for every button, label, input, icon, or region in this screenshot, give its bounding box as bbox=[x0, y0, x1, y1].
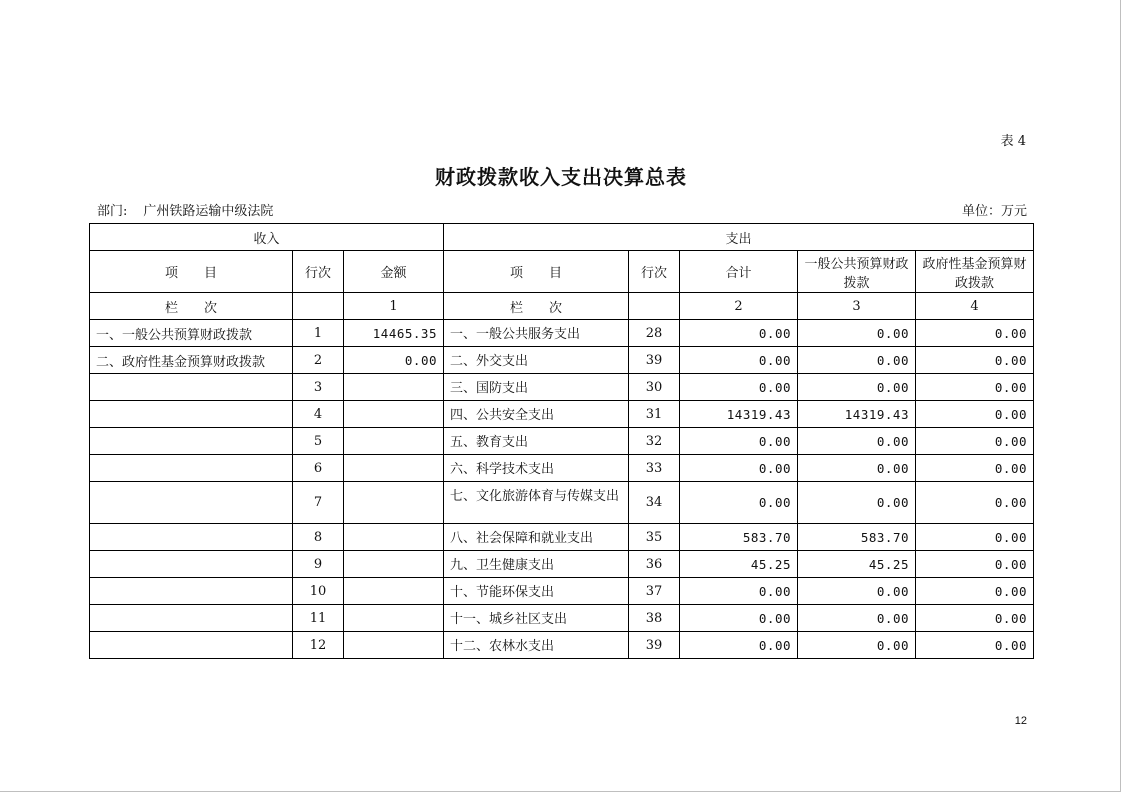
income-row-no-header: 行次 bbox=[293, 251, 344, 293]
department-label: 部门: bbox=[97, 204, 128, 219]
income-row-no-cell: 7 bbox=[293, 482, 344, 524]
general-budget-cell: 45.25 bbox=[798, 551, 916, 578]
expense-item-cell: 十二、农林水支出 bbox=[444, 632, 629, 659]
income-item-cell: 二、政府性基金预算财政拨款 bbox=[90, 347, 293, 374]
income-row-no-cell: 12 bbox=[293, 632, 344, 659]
income-row-no-index bbox=[293, 293, 344, 320]
income-header: 收入 bbox=[90, 224, 444, 251]
general-budget-header: 一般公共预算财政拨款 bbox=[798, 251, 916, 293]
income-amount-cell: 0.00 bbox=[344, 347, 444, 374]
income-row-no-cell: 2 bbox=[293, 347, 344, 374]
gov-fund-header: 政府性基金预算财政拨款 bbox=[916, 251, 1034, 293]
expense-item-header: 项 目 bbox=[444, 251, 629, 293]
gov-fund-cell: 0.00 bbox=[916, 632, 1034, 659]
income-amount-cell bbox=[344, 605, 444, 632]
general-budget-cell: 0.00 bbox=[798, 482, 916, 524]
income-item-cell bbox=[90, 374, 293, 401]
income-item-cell bbox=[90, 578, 293, 605]
expense-item-cell: 一、一般公共服务支出 bbox=[444, 320, 629, 347]
gov-fund-cell: 0.00 bbox=[916, 374, 1034, 401]
total-cell: 0.00 bbox=[680, 374, 798, 401]
income-item-cell bbox=[90, 482, 293, 524]
table-row bbox=[90, 605, 1034, 632]
header-row-sections bbox=[90, 224, 1034, 251]
income-item-cell bbox=[90, 605, 293, 632]
gov-fund-cell: 0.00 bbox=[916, 524, 1034, 551]
general-budget-cell: 0.00 bbox=[798, 632, 916, 659]
total-cell: 0.00 bbox=[680, 320, 798, 347]
income-amount-cell bbox=[344, 632, 444, 659]
total-cell: 0.00 bbox=[680, 347, 798, 374]
total-cell: 0.00 bbox=[680, 632, 798, 659]
table-row bbox=[90, 401, 1034, 428]
income-item-cell bbox=[90, 401, 293, 428]
department-name: 广州铁路运输中级法院 bbox=[143, 204, 274, 219]
expense-row-no-cell: 33 bbox=[629, 455, 680, 482]
gov-fund-cell: 0.00 bbox=[916, 320, 1034, 347]
income-amount-cell bbox=[344, 524, 444, 551]
income-item-cell bbox=[90, 455, 293, 482]
expense-row-no-cell: 37 bbox=[629, 578, 680, 605]
expense-item-cell: 二、外交支出 bbox=[444, 347, 629, 374]
expense-row-no-cell: 39 bbox=[629, 347, 680, 374]
table-row bbox=[90, 551, 1034, 578]
income-row-no-cell: 3 bbox=[293, 374, 344, 401]
table-row bbox=[90, 632, 1034, 659]
expense-row-no-cell: 30 bbox=[629, 374, 680, 401]
income-item-cell bbox=[90, 428, 293, 455]
income-amount-index: 1 bbox=[344, 293, 444, 320]
total-cell: 45.25 bbox=[680, 551, 798, 578]
expense-row-no-cell: 34 bbox=[629, 482, 680, 524]
table-row bbox=[90, 578, 1034, 605]
expense-row-no-cell: 38 bbox=[629, 605, 680, 632]
total-cell: 14319.43 bbox=[680, 401, 798, 428]
expense-item-cell: 十、节能环保支出 bbox=[444, 578, 629, 605]
income-column-label: 栏 次 bbox=[90, 293, 293, 320]
general-budget-cell: 583.70 bbox=[798, 524, 916, 551]
gov-fund-cell: 0.00 bbox=[916, 551, 1034, 578]
total-cell: 0.00 bbox=[680, 482, 798, 524]
gov-fund-index: 4 bbox=[916, 293, 1034, 320]
expense-row-no-cell: 31 bbox=[629, 401, 680, 428]
expense-item-cell: 五、教育支出 bbox=[444, 428, 629, 455]
total-cell: 0.00 bbox=[680, 605, 798, 632]
expense-row-no-index bbox=[629, 293, 680, 320]
general-budget-cell: 0.00 bbox=[798, 605, 916, 632]
expense-item-cell: 八、社会保障和就业支出 bbox=[444, 524, 629, 551]
total-cell: 0.00 bbox=[680, 455, 798, 482]
total-cell: 583.70 bbox=[680, 524, 798, 551]
table-row bbox=[90, 320, 1034, 347]
general-budget-cell: 0.00 bbox=[798, 428, 916, 455]
gov-fund-cell: 0.00 bbox=[916, 401, 1034, 428]
general-budget-cell: 0.00 bbox=[798, 578, 916, 605]
table-row bbox=[90, 374, 1034, 401]
income-item-cell bbox=[90, 632, 293, 659]
general-budget-index: 3 bbox=[798, 293, 916, 320]
income-row-no-cell: 11 bbox=[293, 605, 344, 632]
gov-fund-cell: 0.00 bbox=[916, 578, 1034, 605]
total-cell: 0.00 bbox=[680, 578, 798, 605]
expense-item-cell: 四、公共安全支出 bbox=[444, 401, 629, 428]
expense-item-cell: 三、国防支出 bbox=[444, 374, 629, 401]
expense-column-label: 栏 次 bbox=[444, 293, 629, 320]
expense-row-no-header: 行次 bbox=[629, 251, 680, 293]
total-cell: 0.00 bbox=[680, 428, 798, 455]
page-number: 12 bbox=[1014, 715, 1027, 727]
income-row-no-cell: 1 bbox=[293, 320, 344, 347]
general-budget-cell: 0.00 bbox=[798, 374, 916, 401]
expense-row-no-cell: 39 bbox=[629, 632, 680, 659]
general-budget-cell: 0.00 bbox=[798, 320, 916, 347]
expense-row-no-cell: 35 bbox=[629, 524, 680, 551]
total-index: 2 bbox=[680, 293, 798, 320]
total-header: 合计 bbox=[680, 251, 798, 293]
unit-label: 单位：万元 bbox=[961, 204, 1027, 219]
expense-item-cell: 六、科学技术支出 bbox=[444, 455, 629, 482]
header-row-column-index bbox=[90, 293, 1034, 320]
income-amount-cell bbox=[344, 401, 444, 428]
gov-fund-cell: 0.00 bbox=[916, 455, 1034, 482]
expense-row-no-cell: 28 bbox=[629, 320, 680, 347]
department-line bbox=[97, 200, 273, 219]
general-budget-cell: 0.00 bbox=[798, 455, 916, 482]
income-row-no-cell: 9 bbox=[293, 551, 344, 578]
gov-fund-cell: 0.00 bbox=[916, 428, 1034, 455]
expense-item-cell: 十一、城乡社区支出 bbox=[444, 605, 629, 632]
expense-item-cell: 七、文化旅游体育与传媒支出 bbox=[444, 482, 629, 524]
gov-fund-cell: 0.00 bbox=[916, 605, 1034, 632]
table-row bbox=[90, 347, 1034, 374]
gov-fund-cell: 0.00 bbox=[916, 347, 1034, 374]
expense-header: 支出 bbox=[444, 224, 1034, 251]
income-row-no-cell: 10 bbox=[293, 578, 344, 605]
gov-fund-cell: 0.00 bbox=[916, 482, 1034, 524]
income-row-no-cell: 8 bbox=[293, 524, 344, 551]
income-amount-cell bbox=[344, 551, 444, 578]
income-item-cell bbox=[90, 524, 293, 551]
income-amount-cell bbox=[344, 374, 444, 401]
income-row-no-cell: 4 bbox=[293, 401, 344, 428]
income-amount-header: 金额 bbox=[344, 251, 444, 293]
table-row bbox=[90, 482, 1034, 524]
income-row-no-cell: 5 bbox=[293, 428, 344, 455]
general-budget-cell: 0.00 bbox=[798, 347, 916, 374]
income-amount-cell bbox=[344, 482, 444, 524]
budget-table bbox=[89, 223, 1034, 659]
income-amount-cell bbox=[344, 455, 444, 482]
income-amount-cell bbox=[344, 428, 444, 455]
income-item-cell: 一、一般公共预算财政拨款 bbox=[90, 320, 293, 347]
income-item-header: 项 目 bbox=[90, 251, 293, 293]
expense-item-cell: 九、卫生健康支出 bbox=[444, 551, 629, 578]
page-title: 财政拨款收入支出决算总表 bbox=[435, 165, 687, 189]
header-row-columns bbox=[90, 251, 1034, 293]
income-amount-cell bbox=[344, 578, 444, 605]
income-amount-cell: 14465.35 bbox=[344, 320, 444, 347]
income-row-no-cell: 6 bbox=[293, 455, 344, 482]
table-row bbox=[90, 455, 1034, 482]
table-number: 表 4 bbox=[1000, 134, 1026, 149]
table-row bbox=[90, 428, 1034, 455]
expense-row-no-cell: 32 bbox=[629, 428, 680, 455]
table-row bbox=[90, 524, 1034, 551]
general-budget-cell: 14319.43 bbox=[798, 401, 916, 428]
expense-row-no-cell: 36 bbox=[629, 551, 680, 578]
income-item-cell bbox=[90, 551, 293, 578]
